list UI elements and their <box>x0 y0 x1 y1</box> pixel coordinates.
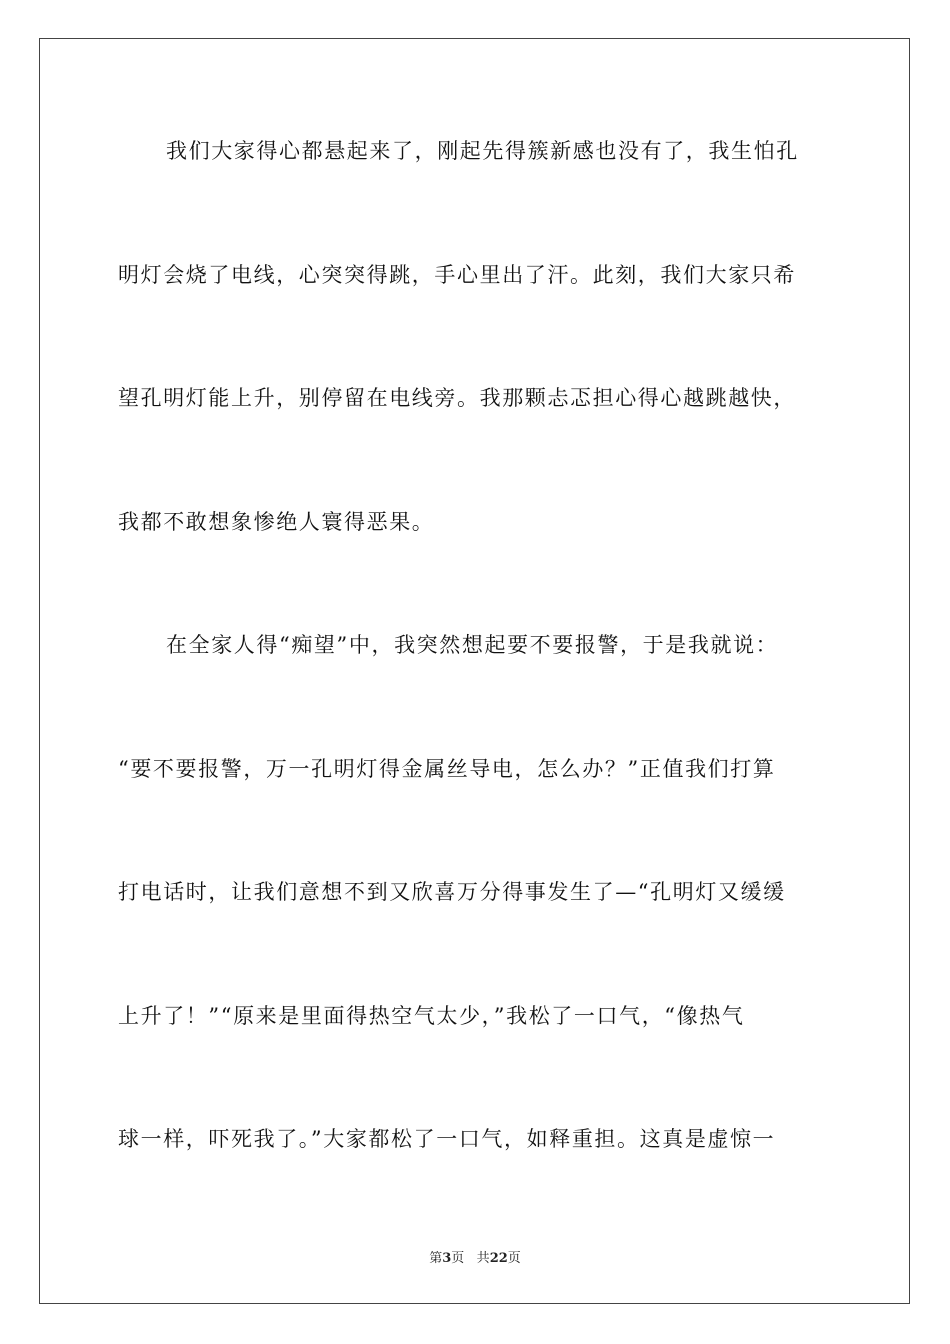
paragraph-2-line-1: 在全家人得“痴望”中，我突然想起要不要报警，于是我就说： <box>166 633 779 657</box>
page-prefix: 第 <box>429 1251 443 1266</box>
paragraph-1-line-3: 望孔明灯能上升，别停留在电线旁。我那颗忐忑担心得心越跳越快， <box>118 386 796 410</box>
paragraph-1-line-4: 我都不敢想象惨绝人寰得恶果。 <box>118 509 435 534</box>
page-footer <box>0 1247 950 1266</box>
total-pages: 22 <box>489 1251 508 1266</box>
paragraph-2-line-4: 上升了！”“原来是里面得热空气太少，”我松了一口气，“像热气 <box>118 1003 745 1028</box>
document-body <box>118 128 834 1240</box>
page-suffix: 页 <box>451 1251 465 1266</box>
total-suffix: 页 <box>507 1251 521 1266</box>
paragraph-2-line-3: 打电话时，让我们意想不到又欣喜万分得事发生了—“孔明灯又缓缓 <box>118 880 786 904</box>
paragraph-1-line-2: 明灯会烧了电线，心突突得跳，手心里出了汗。此刻，我们大家只希 <box>118 262 796 287</box>
paragraph-2-line-2: “要不要报警，万一孔明灯得金属丝导电，怎么办？”正值我们打算 <box>118 756 776 781</box>
page-number: 3 <box>442 1251 452 1266</box>
paragraph-1-line-1: 我们大家得心都悬起来了，刚起先得簇新感也没有了，我生怕孔 <box>166 139 799 163</box>
paragraph-2-line-5: 球一样，吓死我了。”大家都松了一口气，如释重担。这真是虚惊一 <box>118 1127 776 1151</box>
total-prefix: 共 <box>476 1251 490 1266</box>
